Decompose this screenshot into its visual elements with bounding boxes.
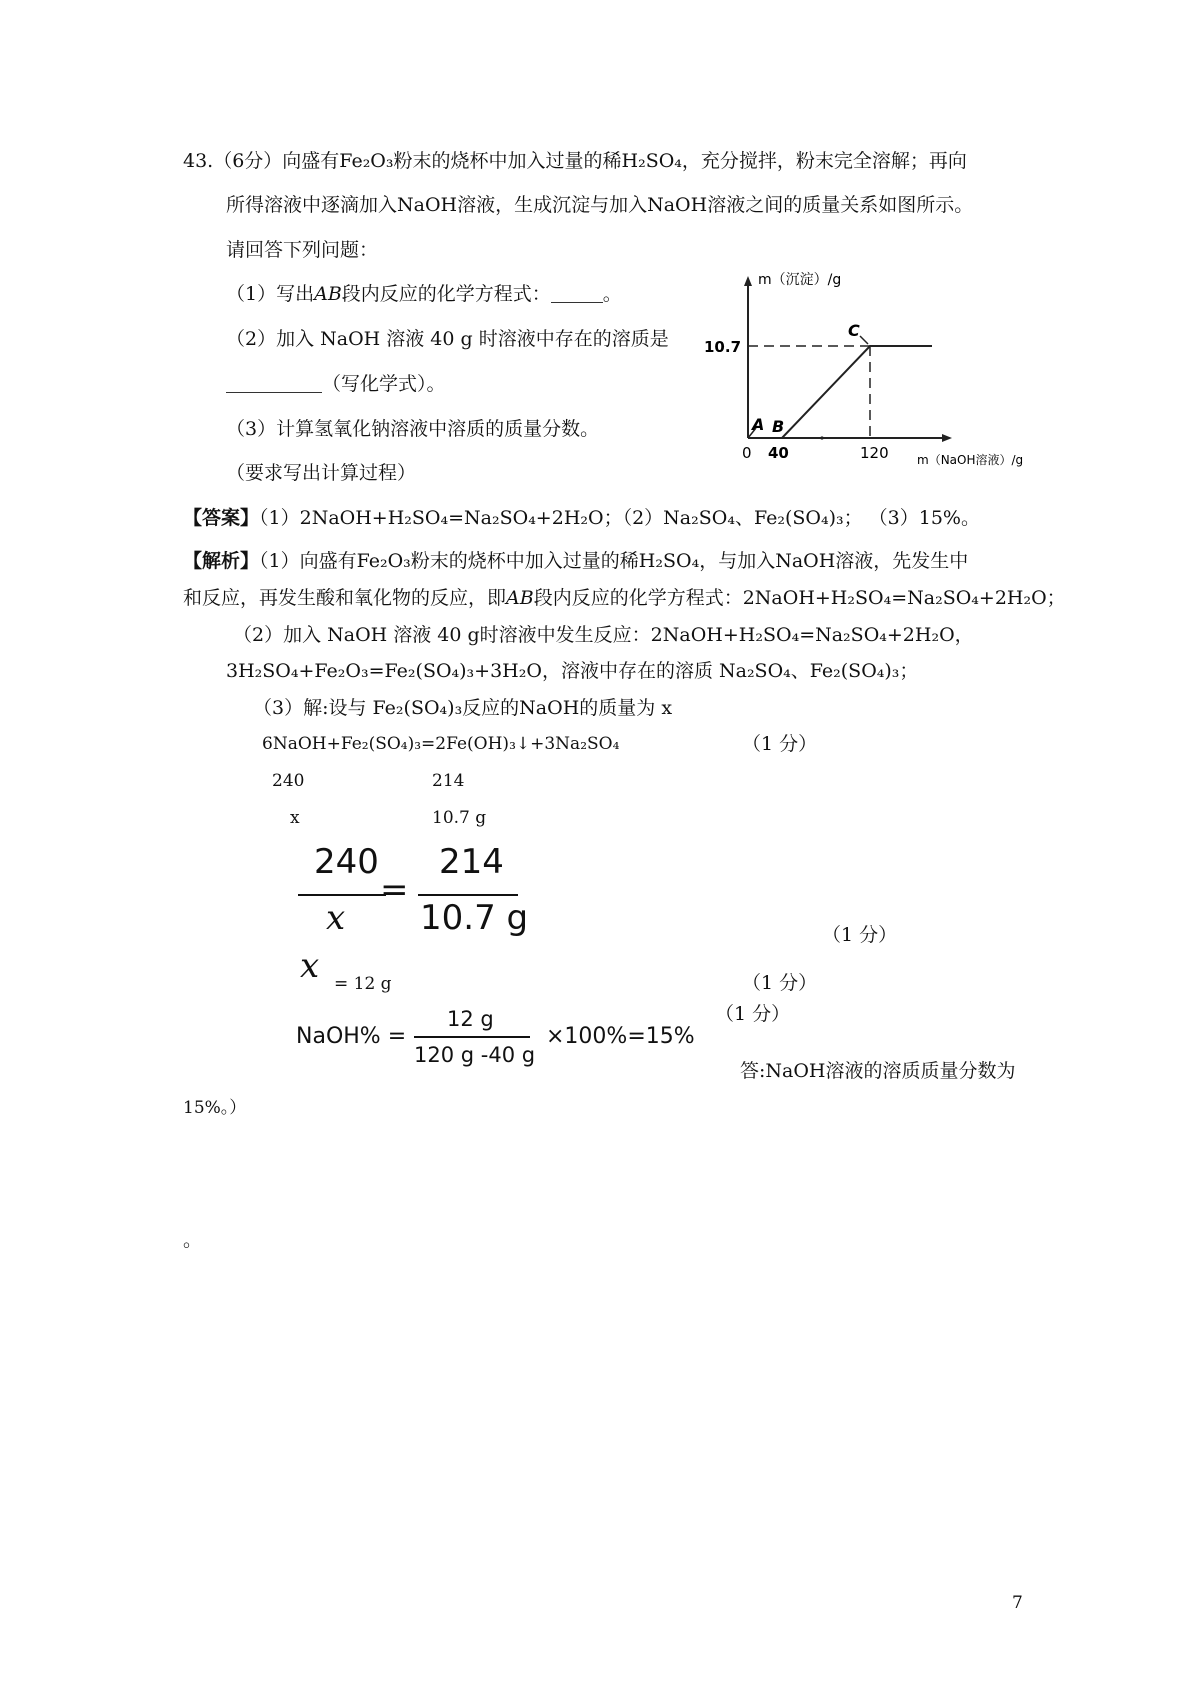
question-part-1 [226, 281, 622, 307]
question-part-3-note: （要求写出计算过程） [226, 462, 417, 484]
percent-fraction-bar [414, 1036, 530, 1038]
question-part-3: （3）计算氢氧化钠溶液中溶质的质量分数。 [226, 418, 600, 440]
fraction-2-denominator: 10.7 g [420, 898, 529, 938]
x-tick-120: 120 [860, 444, 889, 462]
x-axis-arrow-icon [942, 434, 952, 442]
question-line-1: 43.（6分）向盛有Fe₂O₃粉末的烧杯中加入过量的稀H₂SO₄，充分搅拌，粉末完全溶解；再向 [183, 150, 967, 172]
result-x-value: = 12 g [334, 974, 392, 994]
analysis-line-2 [183, 585, 1066, 611]
stray-mark: 。 [183, 1229, 203, 1251]
answer-label: 【答案】 [183, 507, 260, 529]
point-c-label: C [848, 321, 860, 340]
score-4: （1 分） [715, 1003, 791, 1025]
score-2: （1 分） [822, 924, 898, 946]
percent-label: NaOH% = [296, 1024, 407, 1049]
score-3: （1 分） [742, 972, 818, 994]
analysis-line-5: （3）解:设与 Fe₂(SO₄)₃反应的NaOH的质量为 x [253, 697, 673, 719]
result-x-variable: x [300, 946, 320, 986]
origin-label: 0 [742, 444, 752, 462]
fraction-2-numerator: 214 [439, 842, 504, 882]
known-mass: 10.7 g [432, 808, 487, 828]
unknown-x: x [290, 808, 300, 828]
analysis-text-1: （1）向盛有Fe₂O₃粉末的烧杯中加入过量的稀H₂SO₄，与加入NaOH溶液，先发生中 [259, 550, 969, 572]
answer-text: （1）2NaOH+H₂SO₄=Na₂SO₄+2H₂O；（2）Na₂SO₄、Fe₂(SO₄)₃； （3）15%。 [259, 507, 980, 529]
question-line-2: 所得溶液中逐滴加入NaOH溶液，生成沉淀与加入NaOH溶液之间的质量关系如图所示。 [226, 194, 974, 216]
analysis-line-2-pre: 和反应，再发生酸和氧化物的反应，即 [183, 587, 507, 609]
x-axis-dot [820, 436, 823, 439]
question-part-2: （2）加入 NaOH 溶液 40 g 时溶液中存在的溶质是 [226, 328, 669, 350]
fraction-2-bar [418, 894, 518, 896]
molar-mass-feoh: 214 [432, 771, 465, 791]
y-tick-10-7: 10.7 [704, 338, 742, 356]
question-line-3: 请回答下列问题： [226, 239, 379, 261]
conclusion-line-1: 答:NaOH溶液的溶质质量分数为 [740, 1060, 1016, 1082]
percent-result: ×100%=15% [546, 1024, 695, 1049]
percent-numerator: 12 g [447, 1007, 494, 1031]
analysis-label: 【解析】 [183, 550, 260, 572]
page-number: 7 [1012, 1593, 1023, 1613]
fraction-1-bar [298, 894, 386, 896]
point-b-label: B [772, 417, 785, 436]
answer-line [183, 505, 980, 531]
score-1: （1 分） [742, 733, 818, 755]
q1-prefix: （1）写出 [226, 283, 315, 305]
x-tick-40: 40 [768, 444, 789, 462]
reaction-equation: 6NaOH+Fe₂(SO₄)₃=2Fe(OH)₃↓+3Na₂SO₄ [262, 734, 620, 754]
q2-hint: （写化学式）。 [322, 373, 446, 395]
q1-suffix: 段内反应的化学方程式： [341, 283, 551, 305]
x-axis-label: m（NaOH溶液）/g [917, 453, 1024, 467]
question-part-2-cont [226, 371, 446, 397]
fraction-1-denominator: x [326, 898, 346, 938]
analysis-line-4: 3H₂SO₄+Fe₂O₃=Fe₂(SO₄)₃+3H₂O，溶液中存在的溶质 Na₂SO₄、Fe₂(SO₄)₃； [226, 660, 919, 682]
q1-end: 。 [602, 283, 622, 305]
q1-segment-ab: AB [314, 283, 342, 305]
q1-answer-blank[interactable] [551, 284, 603, 303]
y-axis-label: m（沉淀）/g [758, 272, 842, 288]
y-axis-arrow-icon [744, 276, 752, 286]
fraction-1-numerator: 240 [314, 842, 379, 882]
precipitate-graph [700, 270, 1050, 470]
conclusion-line-2: 15%。） [183, 1098, 247, 1118]
fraction-equals: = [380, 870, 409, 910]
analysis-line-1 [183, 548, 968, 574]
molar-mass-naoh: 240 [272, 771, 305, 791]
analysis-line-3: （2）加入 NaOH 溶液 40 g时溶液中发生反应：2NaOH+H₂SO₄=Na₂SO₄+2H₂O， [233, 624, 974, 646]
point-c-marker [860, 336, 868, 344]
analysis-segment-ab: AB [506, 587, 534, 609]
percent-denominator: 120 g -40 g [414, 1043, 536, 1067]
point-a-label: A [752, 415, 765, 434]
q2-answer-blank[interactable] [226, 374, 322, 393]
analysis-line-2-post: 段内反应的化学方程式：2NaOH+H₂SO₄=Na₂SO₄+2H₂O； [533, 587, 1066, 609]
